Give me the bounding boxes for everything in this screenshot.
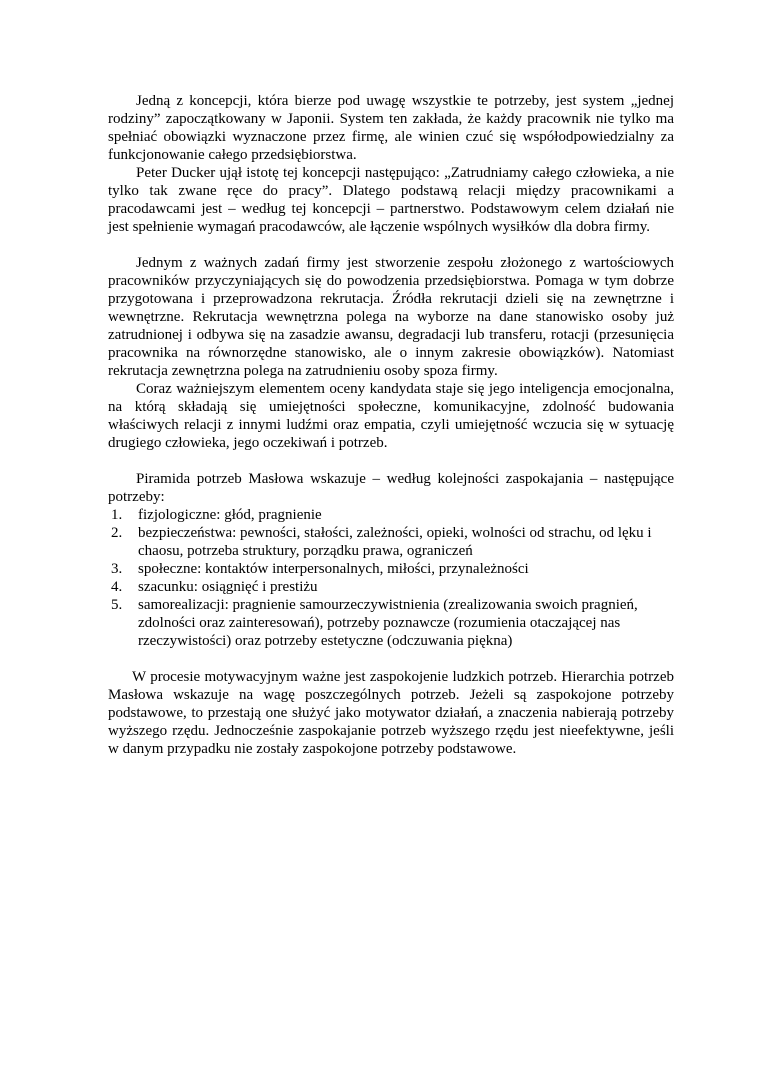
paragraph-one-family-system: Jedną z koncepcji, która bierze pod uwagę wszystkie te potrzeby, jest system „jednej rodziny” zapoczątkowany w Japonii. System ten zakłada, że każdy pracownik nie tylko ma spełniać obowiązki wyznaczone przez firmę, ale winien czuć się współodpowiedzialny za funkcjonowanie całego przedsiębiorstwa.	[108, 93, 674, 163]
list-item-number: 5.	[111, 597, 123, 613]
list-item-text: samorealizacji: pragnienie samourzeczywistnienia (zrealizowania swoich pragnień, zdolności oraz zainteresowań), potrzeby poznawcze (rozumienia otaczającej nas rzeczywistości) oraz potrzeby estetyczne (odczuwania piękna)	[138, 597, 638, 649]
list-item-text: bezpieczeństwa: pewności, stałości, zależności, opieki, wolności od strachu, od lęku i chaosu, potrzeba struktury, porządku prawa, ograniczeń	[138, 525, 652, 559]
paragraph-recruitment: Jednym z ważnych zadań firmy jest stworzenie zespołu złożonego z wartościowych pracowników przyczyniających się do powodzenia przedsiębiorstwa. Pomaga w tym dobrze przygotowana i przeprowadzona rekrutacja. Źródła rekrutacji dzieli się na zewnętrzne i wewnętrzne. Rekrutacja wewnętrzna polega na wyborze na dane stanowisko osoby już zatrudnionej i odbywa się na zasadzie awansu, degradacji lub transferu, rotacji (przesunięcia pracownika na równorzędne stanowisko, ale o innym zakresie obowiązków). Natomiast rekrutacja zewnętrzna polega na zatrudnieniu osoby spoza firmy.	[108, 255, 674, 379]
list-item	[108, 560, 674, 578]
list-item-text: fizjologiczne: głód, pragnienie	[138, 507, 322, 523]
list-item-number: 1.	[111, 507, 123, 523]
list-item	[108, 506, 674, 524]
list-item	[108, 524, 674, 560]
list-item-text: społeczne: kontaktów interpersonalnych, miłości, przynależności	[138, 561, 529, 577]
paragraph-motivation: W procesie motywacyjnym ważne jest zaspokojenie ludzkich potrzeb. Hierarchia potrzeb Masłowa wskazuje na wagę poszczególnych potrzeb. Jeżeli są zaspokojone potrzeby podstawowe, to przestają one służyć jako motywator działań, a znaczenia nabierają potrzeby wyższego rzędu. Jednocześnie zaspokajanie potrzeb wyższego rzędu jest nieefektywne, jeśli w danym przypadku nie zostały zaspokojone potrzeby podstawowe.	[108, 669, 674, 757]
paragraph-drucker-quote: Peter Ducker ujął istotę tej koncepcji następująco: „Zatrudniamy całego człowieka, a nie tylko tak zwane ręce do pracy”. Dlatego podstawą relacji między pracownikami a pracodawcami jest – według tej koncepcji – partnerstwo. Podstawowym celem działań nie jest spełnienie wymagań pracodawców, ale łączenie wspólnych wysiłków dla dobra firmy.	[108, 165, 674, 235]
paragraph-emotional-intelligence: Coraz ważniejszym elementem oceny kandydata staje się jego inteligencja emocjonalna, na którą składają się umiejętności społeczne, komunikacyjne, zdolność budowania właściwych relacji z innymi ludźmi oraz empatia, czyli umiejętność wczucia się w sytuację drugiego człowieka, jego oczekiwań i potrzeb.	[108, 381, 674, 451]
list-item-number: 2.	[111, 525, 123, 541]
list-item-number: 3.	[111, 561, 123, 577]
paragraph-maslow-intro: Piramida potrzeb Masłowa wskazuje – według kolejności zaspokajania – następujące potrzeby:	[108, 471, 674, 505]
list-item	[108, 578, 674, 596]
list-item	[108, 596, 674, 650]
list-item-number: 4.	[111, 579, 123, 595]
maslow-needs-list	[108, 506, 674, 650]
document-body	[108, 92, 674, 758]
list-item-text: szacunku: osiągnięć i prestiżu	[138, 579, 318, 595]
